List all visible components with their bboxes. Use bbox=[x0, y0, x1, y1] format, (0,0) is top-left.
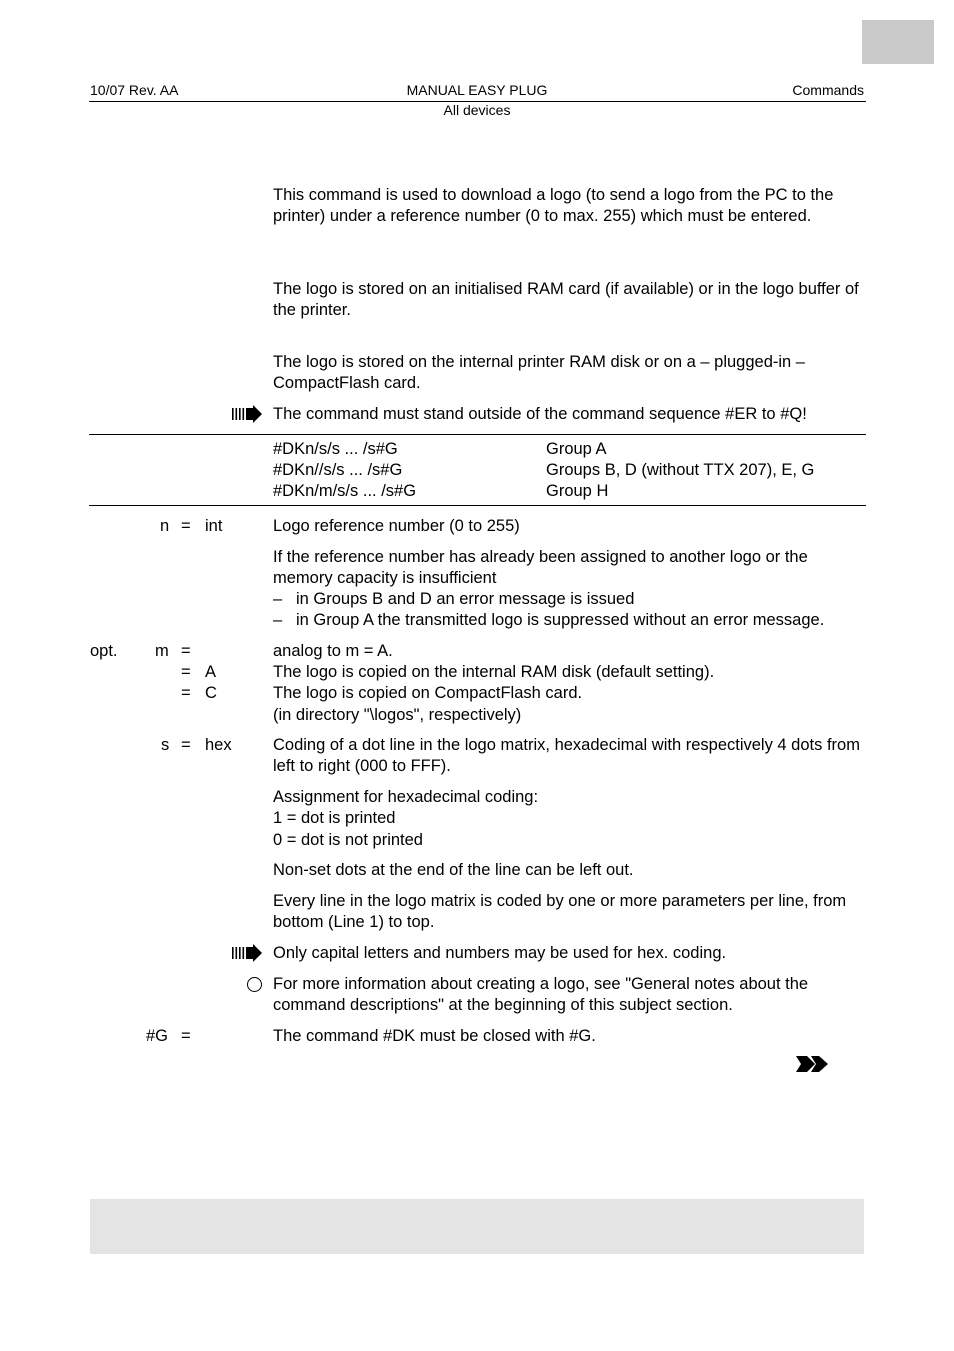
circle-bullet-icon bbox=[247, 977, 262, 992]
hand-pointer-arrow-icon bbox=[231, 404, 263, 424]
intro-paragraph-1: This command is used to download a logo (to send a logo from the PC to the printer) under a reference number (0 to max. 255) which must be entered. bbox=[273, 186, 834, 225]
param-s-nonset-dots: Non-set dots at the end of the line can be left out. bbox=[273, 861, 634, 879]
intro-paragraph-3: The logo is stored on the internal printer RAM disk or on a – plugged-in – CompactFlash card. bbox=[273, 353, 805, 392]
dash-mark: – bbox=[273, 611, 283, 629]
param-m-c-value: C bbox=[205, 684, 217, 702]
syntax-code-group-h: #DKn/m/s/s ... /s#G bbox=[273, 482, 417, 500]
param-s-type: hex bbox=[205, 736, 232, 754]
param-s-description: Coding of a dot line in the logo matrix, hexadecimal with respectively 4 dots from left to right (000 to FFF). bbox=[273, 736, 860, 775]
dash-item-text: in Groups B and D an error message is issued bbox=[296, 590, 635, 608]
param-m-a-value: A bbox=[205, 663, 217, 681]
syntax-code-group-a: #DKn/s/s ... /s#G bbox=[273, 440, 398, 458]
footer-band bbox=[90, 1199, 864, 1254]
header-revision: 10/07 Rev. AA bbox=[90, 82, 179, 98]
param-n-dash-item-1 bbox=[273, 589, 868, 610]
intro-paragraph-2: The logo is stored on an initialised RAM card (if available) or in the logo buffer of the printer. bbox=[273, 280, 859, 319]
param-s-more-info: For more information about creating a logo, see "General notes about the command descriptions" at the beginning of this subject section. bbox=[273, 975, 809, 1014]
param-m-a-equals: = bbox=[181, 663, 191, 681]
param-n-equals: = bbox=[181, 517, 191, 535]
param-n-condition: If the reference number has already been assigned to another logo or the memory capacity is insufficient bbox=[273, 548, 808, 587]
param-m-a-description: The logo is copied on the internal RAM disk (default setting). bbox=[273, 663, 715, 681]
syntax-group-a: Group A bbox=[546, 440, 607, 458]
header-title: MANUAL EASY PLUG bbox=[406, 82, 548, 98]
dash-item-text: in Group A the transmitted logo is suppressed without an error message. bbox=[296, 611, 825, 629]
param-n-dash-item-2 bbox=[273, 610, 868, 631]
param-n-description: Logo reference number (0 to 255) bbox=[273, 517, 520, 535]
header-section: Commands bbox=[792, 82, 864, 98]
param-g-equals: = bbox=[181, 1027, 191, 1045]
intro-note: The command must stand outside of the command sequence #ER to #Q! bbox=[273, 405, 807, 423]
syntax-top-rule bbox=[89, 434, 866, 435]
param-m-equals: = bbox=[181, 642, 191, 660]
syntax-group-bdeg: Groups B, D (without TTX 207), E, G bbox=[546, 461, 815, 479]
param-s-dot-printed: 1 = dot is printed bbox=[273, 809, 396, 827]
param-m-c-description: The logo is copied on CompactFlash card. bbox=[273, 684, 583, 702]
param-g-name: #G bbox=[146, 1027, 169, 1045]
param-n-type: int bbox=[205, 517, 223, 535]
hand-pointer-arrow-icon bbox=[231, 943, 263, 963]
param-g-description: The command #DK must be closed with #G. bbox=[273, 1027, 596, 1045]
dash-mark: – bbox=[273, 590, 283, 608]
param-m-description: analog to m = A. bbox=[273, 642, 393, 660]
param-s-hex-note: Only capital letters and numbers may be used for hex. coding. bbox=[273, 944, 727, 962]
param-m-name: m bbox=[155, 642, 169, 660]
param-s-every-line: Every line in the logo matrix is coded by one or more parameters per line, from bottom (Line 1) to top. bbox=[273, 892, 847, 931]
syntax-group-h: Group H bbox=[546, 482, 609, 500]
syntax-bottom-rule bbox=[89, 505, 866, 506]
header-subtitle: All devices bbox=[443, 102, 511, 118]
param-s-equals: = bbox=[181, 736, 191, 754]
param-n-name: n bbox=[160, 517, 170, 535]
double-arrow-continue-icon bbox=[795, 1054, 829, 1074]
param-m-directory: (in directory "\logos", respectively) bbox=[273, 706, 522, 724]
param-s-name: s bbox=[161, 736, 170, 754]
param-s-dot-not-printed: 0 = dot is not printed bbox=[273, 831, 423, 849]
param-m-c-equals: = bbox=[181, 684, 191, 702]
syntax-code-group-bdeg: #DKn//s/s ... /s#G bbox=[273, 461, 403, 479]
corner-tab bbox=[862, 20, 934, 64]
param-m-optional: opt. bbox=[90, 642, 118, 660]
param-s-assignment: Assignment for hexadecimal coding: bbox=[273, 788, 539, 806]
